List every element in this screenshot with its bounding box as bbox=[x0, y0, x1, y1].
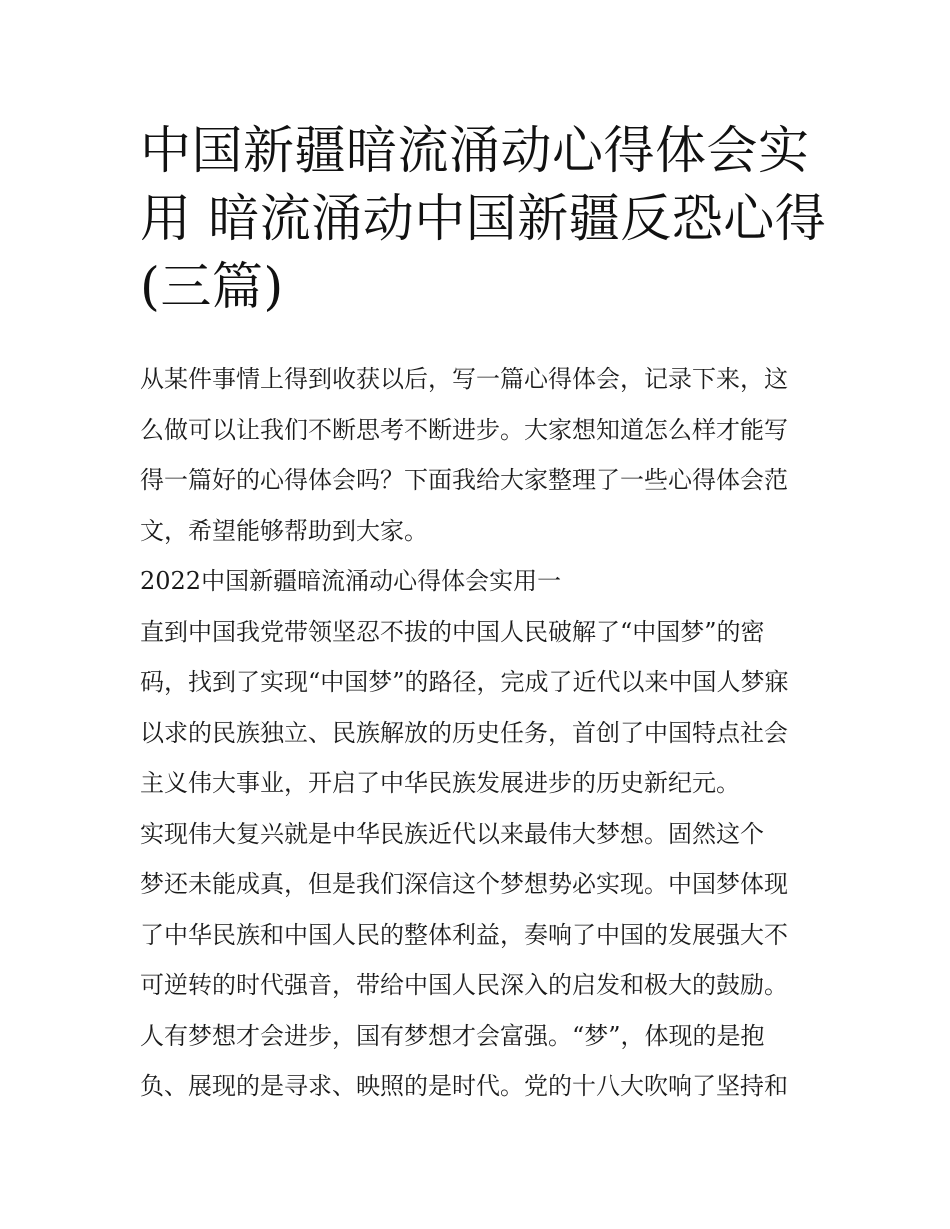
document-title bbox=[140, 118, 827, 322]
text-line: 主义伟大事业，开启了中华民族发展进步的历史新纪元。 bbox=[140, 769, 740, 797]
intro-paragraph bbox=[140, 354, 812, 556]
text-line: 梦还未能成真，但是我们深信这个梦想势必实现。中国梦体现 bbox=[140, 870, 788, 898]
text-line: 得一篇好的心得体会吗？下面我给大家整理了一些心得体会范 bbox=[140, 466, 788, 494]
title-line: 用 暗流涌动中国新疆反恐心得 bbox=[140, 190, 827, 249]
text-line: 实现伟大复兴就是中华民族近代以来最伟大梦想。固然这个 bbox=[140, 819, 764, 848]
text-line: 人有梦想才会进步，国有梦想才会富强。“梦”，体现的是抱 bbox=[140, 1021, 765, 1050]
document-body bbox=[140, 354, 812, 1112]
text-line: 以求的民族独立、民族解放的历史任务，首创了中国特点社会 bbox=[140, 718, 788, 747]
paragraph-1 bbox=[140, 607, 812, 809]
text-line: 文，希望能够帮助到大家。 bbox=[140, 516, 428, 545]
section-heading: 2022中国新疆暗流涌动心得体会实用一 bbox=[140, 567, 562, 595]
title-line: 中国新疆暗流涌动心得体会实 bbox=[140, 122, 810, 181]
document-page bbox=[140, 118, 827, 1112]
paragraph-2 bbox=[140, 809, 812, 1112]
text-line: 从某件事情上得到收获以后，写一篇心得体会，记录下来，这 bbox=[140, 365, 788, 393]
text-line: 码，找到了实现“中国梦”的路径，完成了近代以来中国人梦寐 bbox=[140, 668, 789, 696]
title-line: (三篇) bbox=[140, 258, 284, 317]
text-line: 负、展现的是寻求、映照的是时代。党的十八大吹响了坚持和 bbox=[140, 1072, 788, 1100]
text-line: 直到中国我党带领坚忍不拔的中国人民破解了“中国梦”的密 bbox=[140, 617, 765, 646]
text-line: 么做可以让我们不断思考不断进步。大家想知道怎么样才能写 bbox=[140, 415, 788, 444]
text-line: 了中华民族和中国人民的整体利益，奏响了中国的发展强大不 bbox=[140, 920, 788, 949]
text-line: 可逆转的时代强音，带给中国人民深入的启发和极大的鼓励。 bbox=[140, 971, 788, 999]
